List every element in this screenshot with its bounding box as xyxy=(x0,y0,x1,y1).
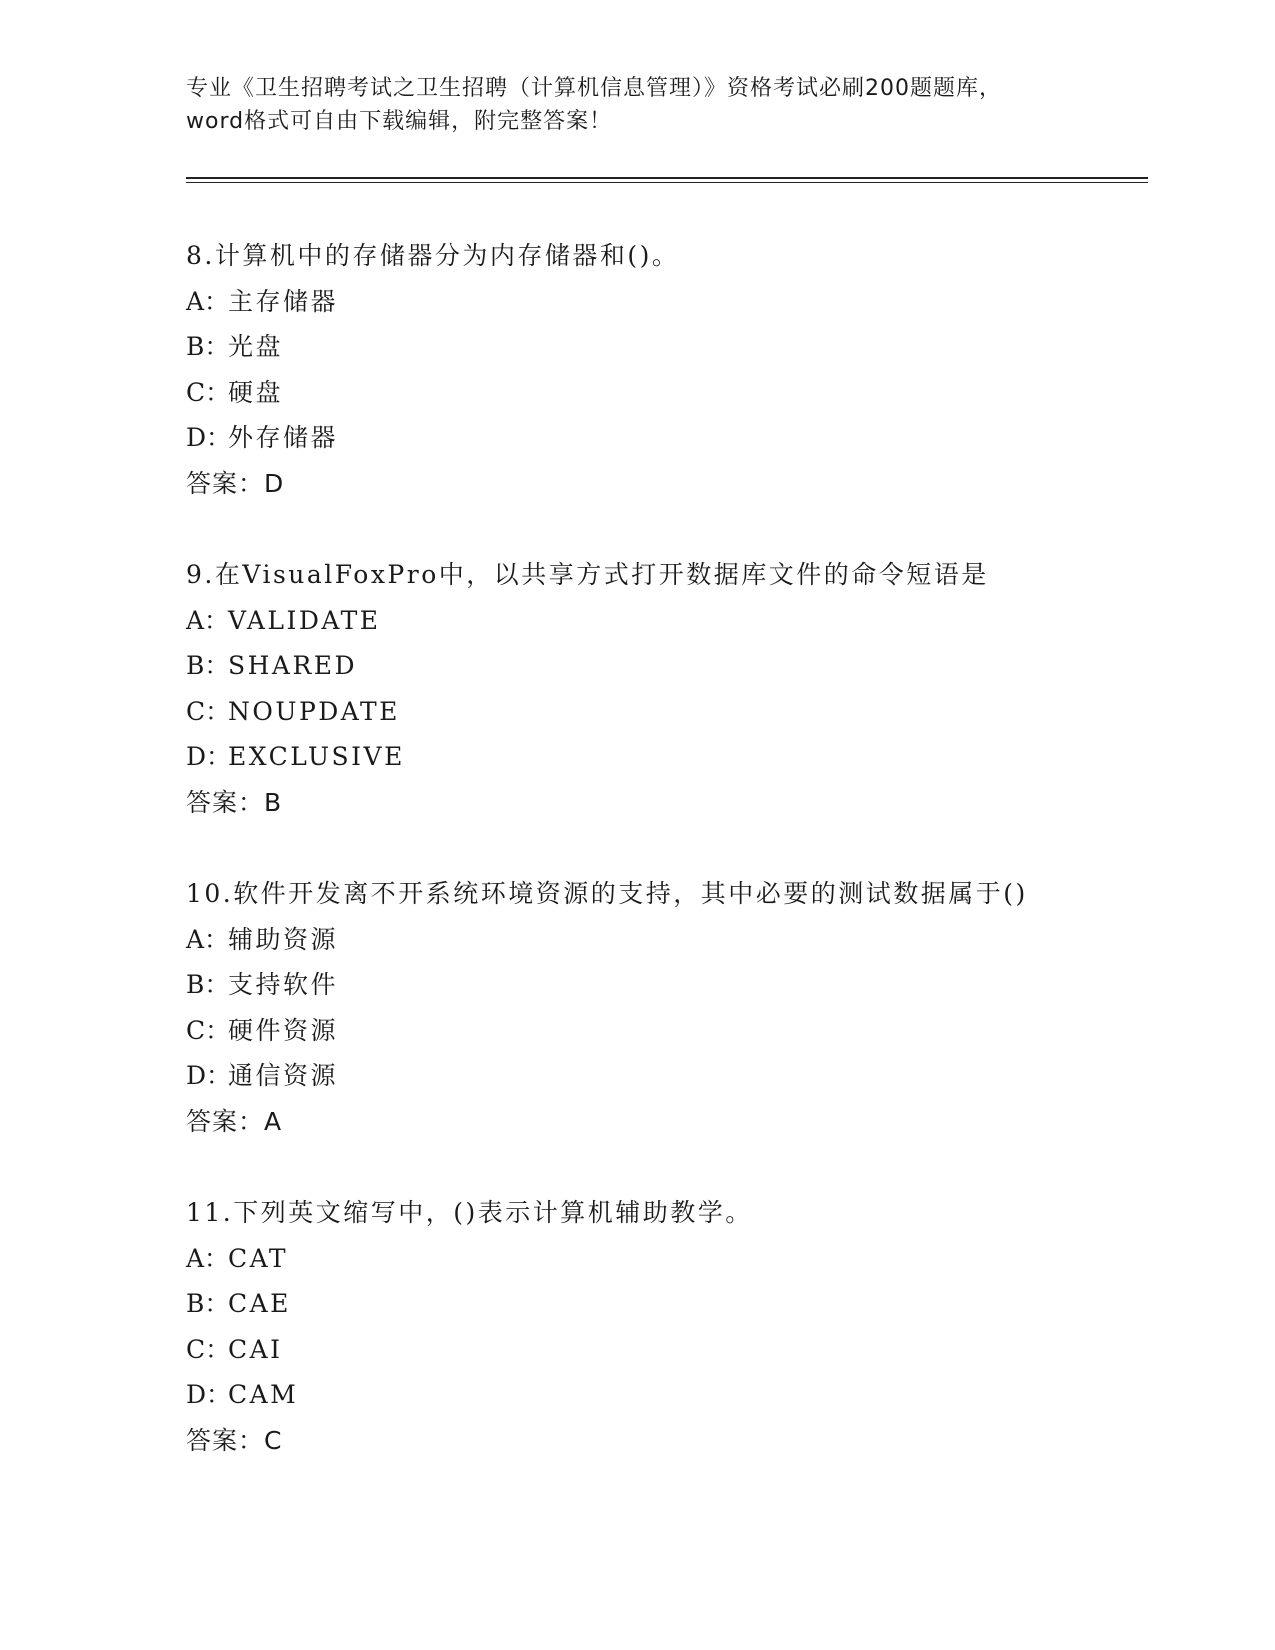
option-c xyxy=(186,370,1146,416)
question-item xyxy=(186,871,1146,1190)
option-text: 支持软件 xyxy=(228,970,339,999)
option-text: SHARED xyxy=(228,651,358,680)
option-text: 外存储器 xyxy=(228,423,339,452)
answer-line: 答案：A xyxy=(186,1106,283,1136)
option-a xyxy=(186,598,1146,644)
option-letter: C： xyxy=(186,1015,231,1045)
document-header xyxy=(186,72,1086,138)
question-item xyxy=(186,1190,1146,1509)
question-list xyxy=(186,233,1146,1509)
option-text: 硬盘 xyxy=(228,377,284,407)
option-b xyxy=(186,324,1146,370)
header-divider-thick xyxy=(186,177,1148,179)
option-letter: B： xyxy=(186,970,230,999)
option-letter: D： xyxy=(186,742,232,771)
option-letter: A： xyxy=(186,1243,230,1273)
question-stem: 8.计算机中的存储器分为内存储器和()。 xyxy=(186,241,680,270)
question-item xyxy=(186,552,1146,871)
option-letter: D： xyxy=(186,1061,232,1090)
option-c xyxy=(186,1327,1146,1373)
option-letter: B： xyxy=(186,651,230,680)
option-a xyxy=(186,279,1146,325)
option-d xyxy=(186,1372,1146,1418)
option-letter: A： xyxy=(186,605,230,635)
option-text: NOUPDATE xyxy=(228,696,400,726)
option-text: 硬件资源 xyxy=(228,1015,339,1045)
question-stem: 11.下列英文缩写中，()表示计算机辅助教学。 xyxy=(186,1198,753,1227)
option-b xyxy=(186,962,1146,1008)
option-text: CAT xyxy=(228,1243,288,1273)
answer-line: 答案：C xyxy=(186,1425,283,1455)
option-text: CAM xyxy=(228,1380,299,1409)
question-stem: 9.在VisualFoxPro中，以共享方式打开数据库文件的命令短语是 xyxy=(186,560,989,589)
option-c xyxy=(186,1008,1146,1054)
option-b xyxy=(186,1281,1146,1327)
option-letter: D： xyxy=(186,1380,232,1409)
question-stem: 10.软件开发离不开系统环境资源的支持，其中必要的测试数据属于() xyxy=(186,879,1028,908)
option-b xyxy=(186,643,1146,689)
option-text: CAE xyxy=(228,1289,291,1318)
option-d xyxy=(186,415,1146,461)
option-letter: B： xyxy=(186,332,230,361)
option-d xyxy=(186,734,1146,780)
option-letter: B： xyxy=(186,1289,230,1318)
option-letter: C： xyxy=(186,696,231,726)
option-letter: D： xyxy=(186,423,232,452)
option-c xyxy=(186,689,1146,735)
option-text: 通信资源 xyxy=(228,1061,339,1090)
option-letter: A： xyxy=(186,924,230,954)
question-item xyxy=(186,233,1146,552)
header-line-2: word格式可自由下载编辑，附完整答案！ xyxy=(186,109,613,134)
option-d xyxy=(186,1053,1146,1099)
option-text: CAI xyxy=(228,1334,283,1364)
header-divider-thin xyxy=(186,182,1148,183)
option-a xyxy=(186,917,1146,963)
option-letter: C： xyxy=(186,377,231,407)
option-text: VALIDATE xyxy=(228,605,381,635)
option-letter: A： xyxy=(186,286,230,316)
answer-line: 答案：D xyxy=(186,468,285,498)
option-text: 光盘 xyxy=(228,332,284,361)
option-a xyxy=(186,1236,1146,1282)
option-text: 主存储器 xyxy=(228,286,339,316)
answer-line: 答案：B xyxy=(186,787,283,817)
option-text: 辅助资源 xyxy=(228,924,339,954)
option-letter: C： xyxy=(186,1334,231,1364)
header-line-1: 专业《卫生招聘考试之卫生招聘（计算机信息管理）》资格考试必刷200题题库， xyxy=(186,76,1002,101)
option-text: EXCLUSIVE xyxy=(228,742,405,771)
